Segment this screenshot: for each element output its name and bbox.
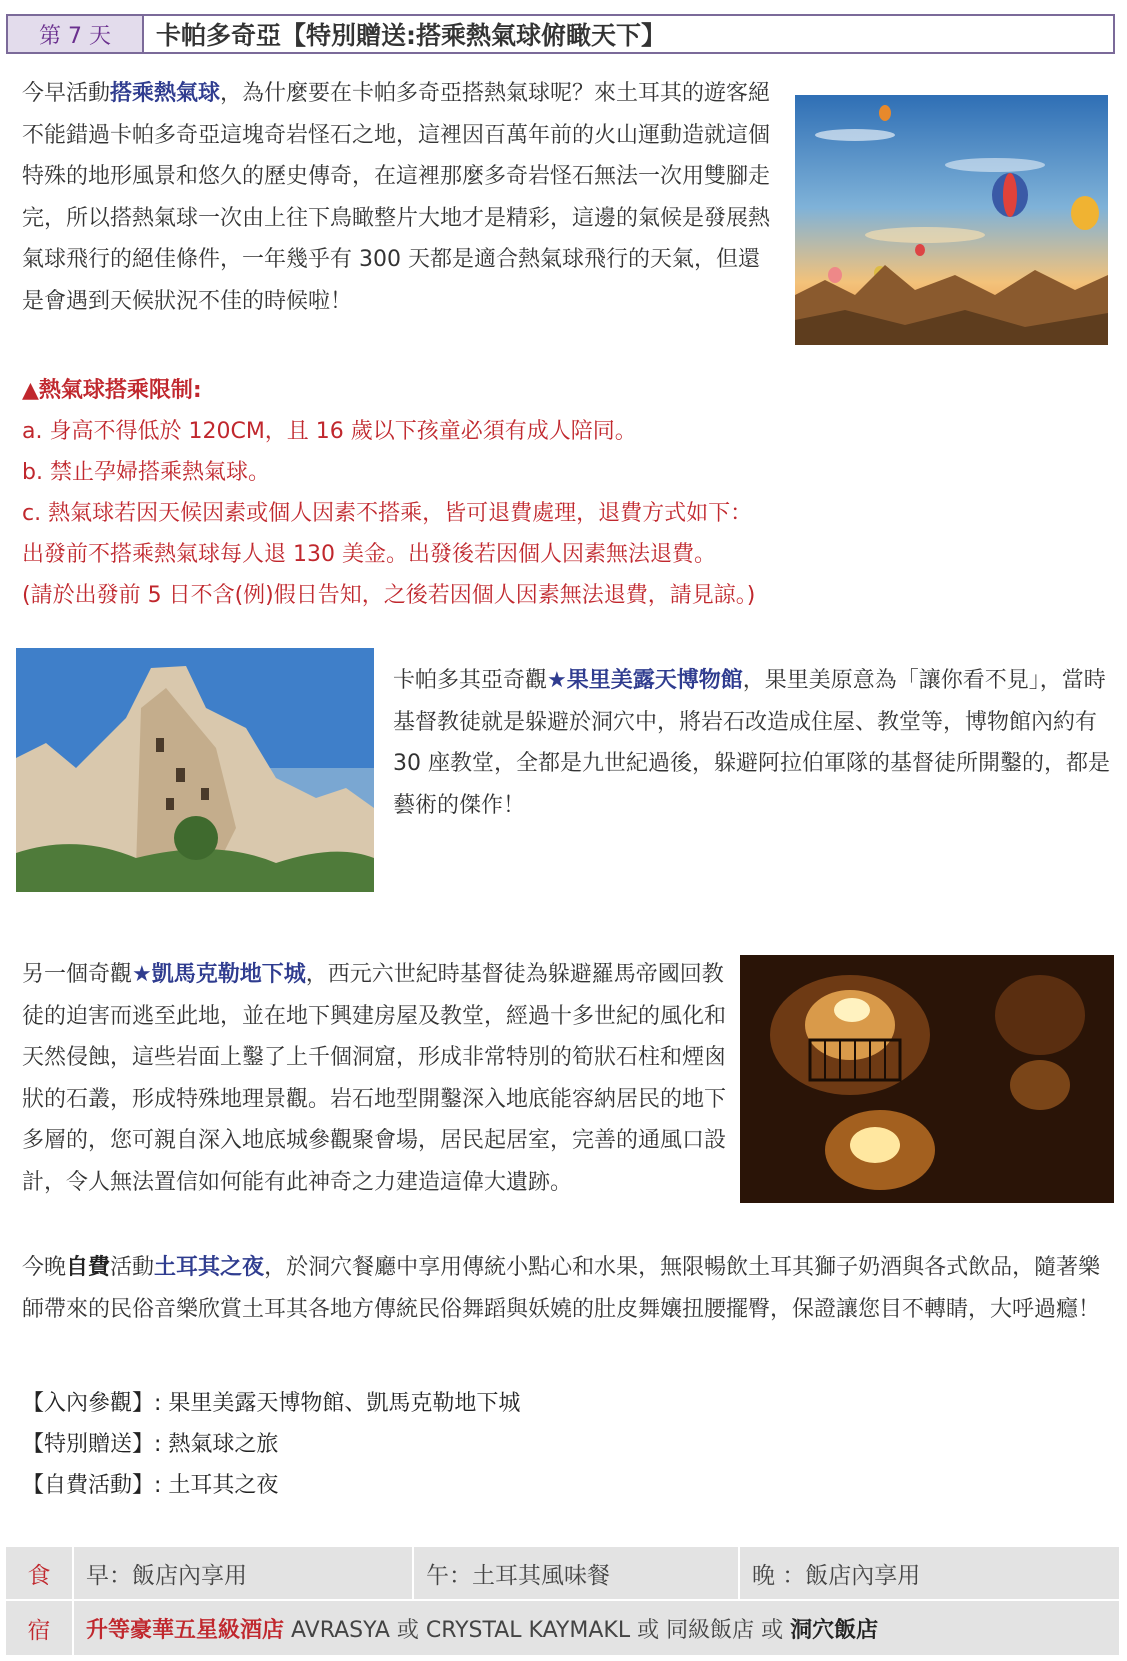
breakfast: 早：飯店內享用 — [72, 1547, 412, 1599]
meals-label: 食 — [27, 1562, 51, 1589]
balloon-paragraph — [22, 73, 777, 322]
museum-body: ，果里美原意為「讓你看不見」，當時基督教徒就是躲避於洞穴中，將岩石改造成住屋、教堂等，博物館內約有 30 座教堂，全都是九世紀過後，躲避阿拉伯軍隊的基督徒所開鑿的，都是藝術的傑作！ — [393, 668, 1110, 818]
underground-lead: 另一個奇觀 — [22, 962, 133, 987]
day-header — [6, 14, 1115, 54]
night-lead: 今晚 — [22, 1255, 67, 1280]
day-label: 第 7 天 — [8, 16, 144, 52]
note-self-pay: 【自費活動】: 土耳其之夜 — [22, 1473, 279, 1498]
hotel-info — [72, 1601, 1119, 1655]
night-paragraph — [22, 1247, 1117, 1330]
note-visit: 【入內參觀】: 果里美露天博物館、凱馬克勒地下城 — [22, 1391, 521, 1416]
notes-list — [22, 1383, 520, 1506]
limits-title: ▲熱氣球搭乘限制: — [22, 378, 202, 403]
museum-paragraph — [393, 660, 1115, 826]
lunch: 午：土耳其風味餐 — [412, 1547, 738, 1599]
hotel-highlight: 升等豪華五星級酒店 — [86, 1617, 285, 1643]
refund-2: (請於出發前 5 日不含(例)假日告知，之後若因個人因素無法退費，請見諒。) — [22, 583, 756, 608]
limit-a: a. 身高不得低於 120CM，且 16 歲以下孩童必須有成人陪同。 — [22, 419, 637, 444]
dinner: 晚 ：飯店內享用 — [738, 1547, 1119, 1599]
refund-1: 出發前不搭乘熱氣球每人退 130 美金。出發後若因個人因素無法退費。 — [22, 542, 716, 567]
balloon-highlight: 搭乘熱氣球 — [110, 81, 221, 106]
hotel-label: 宿 — [27, 1617, 51, 1644]
hotel-text: AVRASYA 或 CRYSTAL KAYMAKL 或 同級飯店 或 — [284, 1617, 791, 1643]
museum-lead: 卡帕多其亞奇觀 — [393, 668, 548, 693]
limit-c: c. 熱氣球若因天候因素或個人因素不搭乘，皆可退費處理，退費方式如下： — [22, 501, 753, 526]
balloon-photo — [795, 95, 1108, 345]
night-mid: 活動 — [110, 1255, 155, 1280]
museum-highlight: ★果里美露天博物館 — [547, 668, 743, 693]
note-gift: 【特別贈送】: 熱氣球之旅 — [22, 1432, 279, 1457]
limit-b: b. 禁止孕婦搭乘熱氣球。 — [22, 460, 270, 485]
night-self-pay: 自費 — [66, 1255, 111, 1280]
hotel-row — [6, 1601, 1119, 1655]
night-highlight: 土耳其之夜 — [154, 1255, 265, 1280]
underground-photo — [740, 955, 1114, 1203]
hotel-cave: 洞穴飯店 — [790, 1617, 879, 1643]
balloon-body: ，為什麼要在卡帕多奇亞搭熱氣球呢？來土耳其的遊客絕不能錯過卡帕多奇亞這塊奇岩怪石之地，這裡因百萬年前的火山運動造就這個特殊的地形風景和悠久的歷史傳奇，在這裡那麼多奇岩怪石無法一次用雙腳走完，所以搭熱氣球一次由上往下鳥瞰整片大地才是精彩，這邊的氣候是發展熱氣球飛行的絕佳條件，一年幾乎有 300 天都是適合熱氣球飛行的天氣，但還是會遇到天候狀況不佳的時候啦！ — [22, 81, 771, 314]
night-body: ，於洞穴餐廳中享用傳統小點心和水果，無限暢飲土耳其獅子奶酒與各式飲品，隨著樂師帶來的民俗音樂欣賞土耳其各地方傳統民俗舞蹈與妖嬈的肚皮舞孃扭腰擺臀，保證讓您目不轉睛，大呼過癮！ — [22, 1255, 1101, 1322]
meals-row — [6, 1547, 1119, 1599]
museum-photo — [16, 648, 374, 892]
day-title: 卡帕多奇亞【特別贈送:搭乘熱氣球俯瞰天下】 — [156, 21, 666, 50]
underground-paragraph — [22, 954, 726, 1203]
balloon-lead: 今早活動 — [22, 81, 111, 106]
underground-highlight: ★凱馬克勒地下城 — [132, 962, 306, 987]
underground-body: ，西元六世紀時基督徒為躲避羅馬帝國回教徒的迫害而逃至此地，並在地下興建房屋及教堂，經過十多世紀的風化和天然侵蝕，這些岩面上鑿了上千個洞窟，形成非常特別的筍狀石柱和煙囪狀的石叢，形成特殊地理景觀。岩石地型開鑿深入地底能容納居民的地下多層的，您可親自深入地底城參觀聚會場，居民起居室，完善的通風口設計，令人無法置信如何能有此神奇之力建造這偉大遺跡。 — [22, 962, 727, 1195]
